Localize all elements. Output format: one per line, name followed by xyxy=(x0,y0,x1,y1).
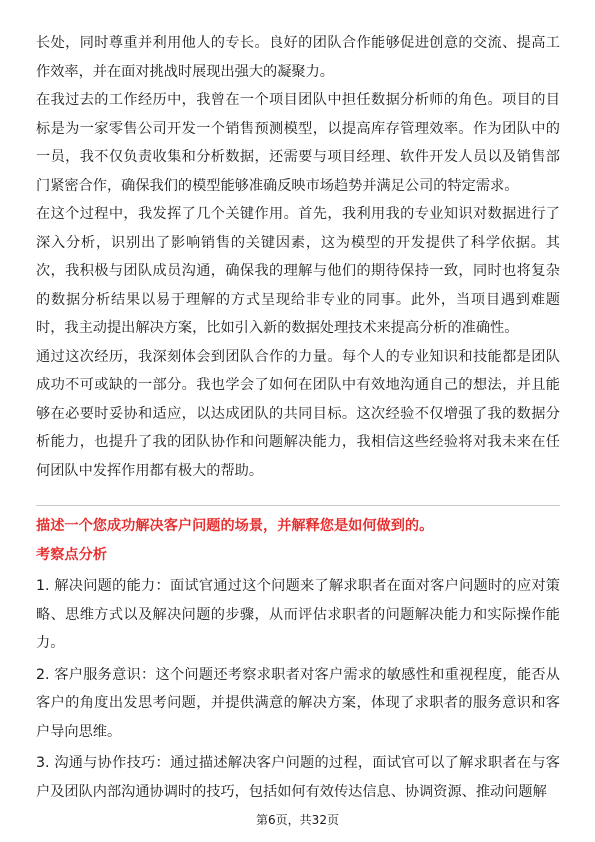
analysis-item: 2. 客户服务意识：这个问题还考察求职者对客户需求的敏感性和重视程度，能否从客户的角度出发思考问题，并提供满意的解决方案，体现了求职者的服务意识和客户导向思维。 xyxy=(36,666,560,740)
section-divider xyxy=(36,505,560,506)
paragraph: 通过这次经历，我深刻体会到团队合作的力量。每个人的专业知识和技能都是团队成功不可或缺的一部分。我也学会了如何在团队中有效地沟通自己的想法，并且能够在必要时妥协和适应，以达成团队的共同目标。这次经验不仅增强了我的数据分析能力，也提升了我的团队协作和问题解决能力，我相信这些经验将对我未来在任何团队中发挥作用都有极大的帮助。 xyxy=(36,348,560,479)
analysis-item: 3. 沟通与协作技巧：通过描述解决客户问题的过程，面试官可以了解求职者在与客户及团队内部沟通协调时的技巧，包括如何有效传达信息、协调资源、推动问题解 xyxy=(36,755,560,800)
paragraph: 在我过去的工作经历中，我曾在一个项目团队中担任数据分析师的角色。项目的目标是为一家零售公司开发一个销售预测模型，以提高库存管理效率。作为团队中的一员，我不仅负责收集和分析数据，还需要与项目经理、软件开发人员以及销售部门紧密合作，确保我们的模型能够准确反映市场趋势并满足公司的特定需求。 xyxy=(36,92,560,194)
body-text xyxy=(36,29,560,485)
analysis-item: 1. 解决问题的能力：面试官通过这个问题来了解求职者在面对客户问题时的应对策略、思维方式以及解决问题的步骤，从而评估求职者的问题解决能力和实际操作能力。 xyxy=(36,578,560,651)
analysis-heading: 考察点分析 xyxy=(36,546,107,563)
paragraph: 在这个过程中，我发挥了几个关键作用。首先，我利用我的专业知识对数据进行了深入分析，识别出了影响销售的关键因素，这为模型的开发提供了科学依据。其次，我积极与团队成员沟通，确保我的理解与他们的期待保持一致，同时也将复杂的数据分析结果以易于理解的方式呈现给非专业的同事。此外，当项目遇到难题时，我主动提出解决方案，比如引入新的数据处理技术来提高分析的准确性。 xyxy=(36,206,560,336)
paragraph: 长处，同时尊重并利用他人的专长。良好的团队合作能够促进创意的交流、提高工作效率，并在面对挑战时展现出强大的凝聚力。 xyxy=(36,35,560,80)
question-title: 描述一个您成功解决客户问题的场景，并解释您是如何做到的。 xyxy=(36,518,434,534)
page-number: 第6页，共32页 xyxy=(256,813,339,827)
question-section xyxy=(36,512,560,806)
